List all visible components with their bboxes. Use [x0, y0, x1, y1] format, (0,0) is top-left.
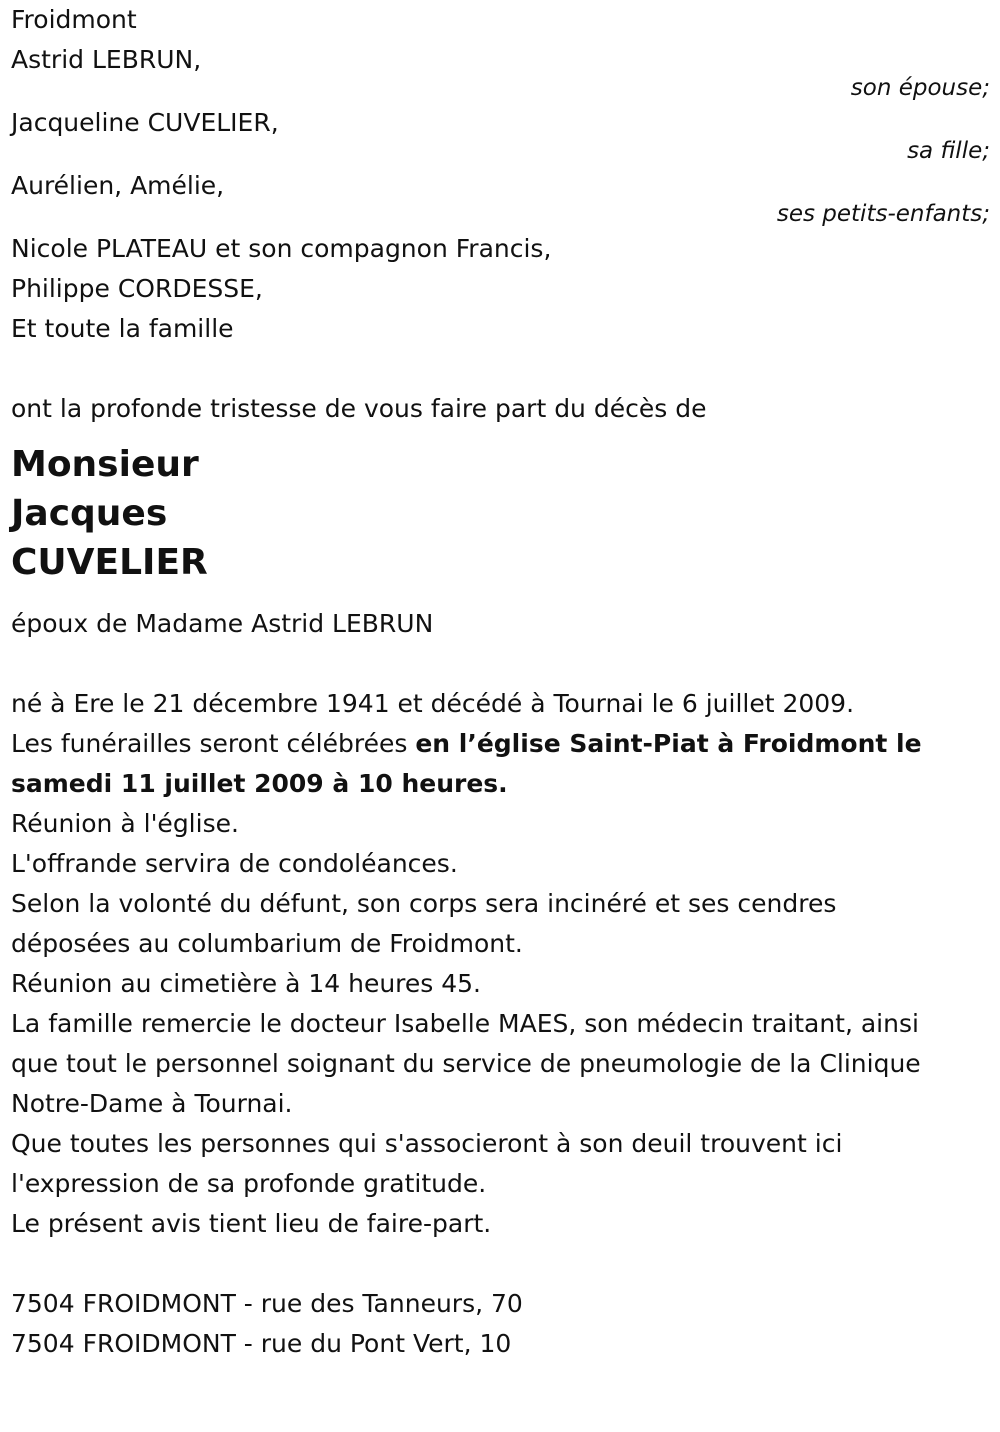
family-member-name: Jacqueline CUVELIER,: [11, 108, 279, 137]
funeral-date-time: samedi 11 juillet 2009 à 10 heures.: [11, 769, 508, 798]
birth-death-line: né à Ere le 21 décembre 1941 et décédé à Tournai le 6 juillet 2009.: [11, 689, 855, 718]
detail-line: Le présent avis tient lieu de faire-part.: [11, 1209, 492, 1238]
detail-line: La famille remercie le docteur Isabelle MAES, son médecin traitant, ainsi: [11, 1009, 919, 1038]
family-member-relation: son épouse;: [850, 75, 990, 101]
spouse-line: époux de Madame Astrid LEBRUN: [11, 609, 434, 638]
deceased-last-name: CUVELIER: [11, 542, 208, 583]
family-member-row: [11, 103, 990, 166]
address-line: 7504 FROIDMONT - rue des Tanneurs, 70: [11, 1289, 523, 1318]
detail-line: Réunion à l'église.: [11, 809, 239, 838]
detail-line: Selon la volonté du défunt, son corps sera incinéré et ses cendres: [11, 889, 837, 918]
detail-line: Réunion au cimetière à 14 heures 45.: [11, 969, 482, 998]
family-member-name: Astrid LEBRUN,: [11, 45, 202, 74]
deceased-first-name: Jacques: [11, 493, 168, 534]
detail-line: que tout le personnel soignant du service de pneumologie de la Clinique: [11, 1049, 921, 1078]
death-notice: [11, 0, 990, 1364]
funeral-line: [11, 724, 990, 764]
family-member-row: [11, 40, 990, 103]
funeral-prefix: Les funérailles seront célébrées: [11, 729, 416, 758]
funeral-location: en l’église Saint-Piat à Froidmont le: [415, 729, 922, 758]
village-name: Froidmont: [11, 5, 137, 34]
detail-line: l'expression de sa profonde gratitude.: [11, 1169, 487, 1198]
other-relative: Philippe CORDESSE,: [11, 274, 263, 303]
deceased-title: Monsieur: [11, 444, 199, 485]
deceased-name-heading: [11, 440, 990, 587]
address-line: 7504 FROIDMONT - rue du Pont Vert, 10: [11, 1329, 512, 1358]
detail-line: L'offrande servira de condoléances.: [11, 849, 458, 878]
family-member-name: Aurélien, Amélie,: [11, 171, 225, 200]
announcement-intro: ont la profonde tristesse de vous faire part du décès de: [11, 394, 707, 423]
family-member-row: [11, 166, 990, 229]
detail-line: déposées au columbarium de Froidmont.: [11, 929, 523, 958]
family-member-relation: ses petits-enfants;: [776, 201, 990, 227]
other-relative: Nicole PLATEAU et son compagnon Francis,: [11, 234, 552, 263]
detail-line: Que toutes les personnes qui s'associeront à son deuil trouvent ici: [11, 1129, 843, 1158]
family-member-relation: sa fille;: [907, 138, 990, 164]
other-relative: Et toute la famille: [11, 314, 234, 343]
detail-line: Notre-Dame à Tournai.: [11, 1089, 293, 1118]
